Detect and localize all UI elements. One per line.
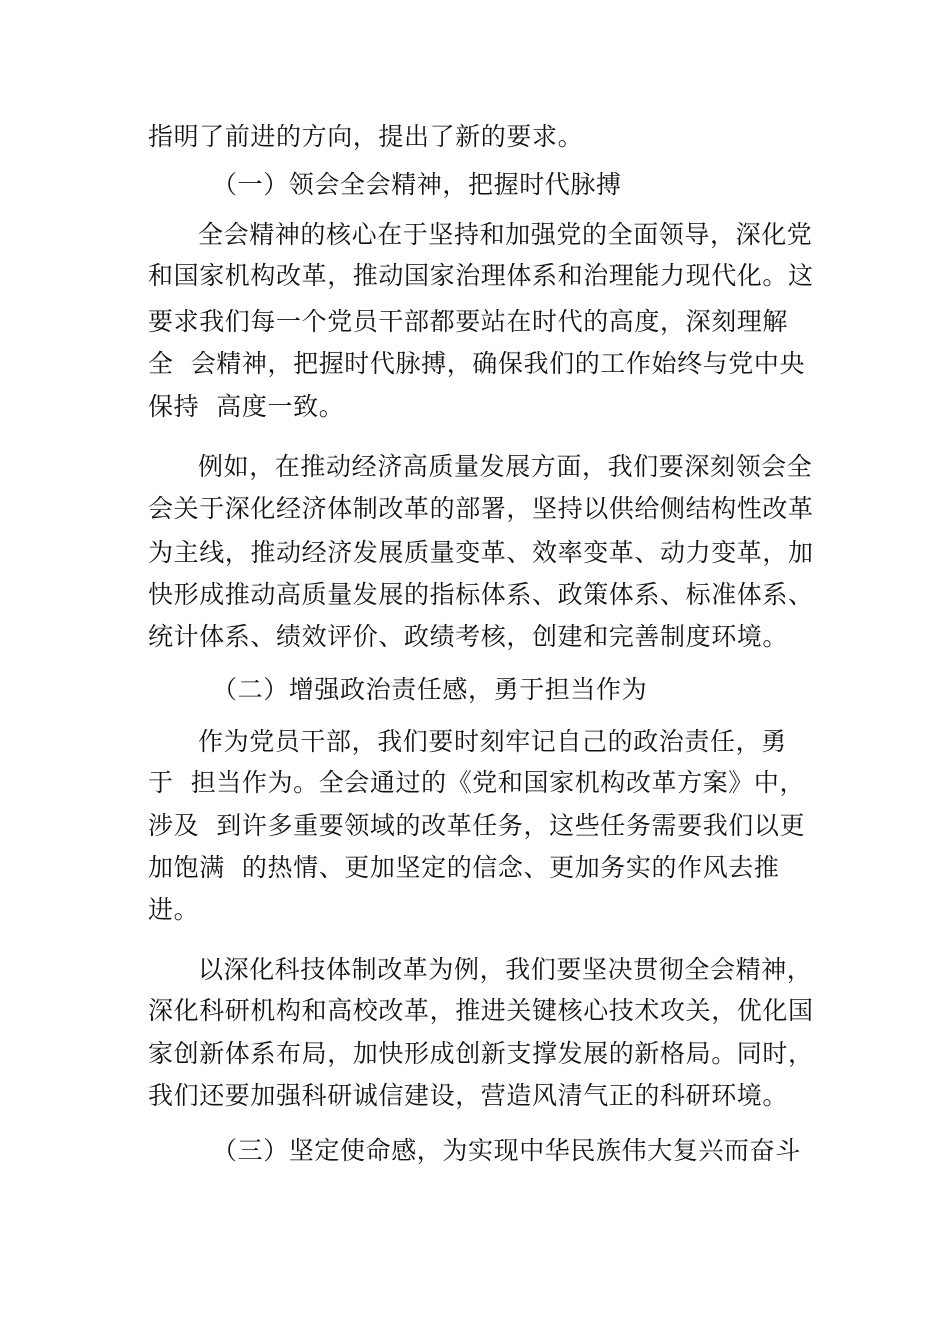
text-line: 加饱满 的热情、更加坚定的信念、更加务实的作风去推 [148, 853, 780, 882]
text-line: 为主线，推动经济发展质量变革、效率变革、动力变革，加 [148, 538, 814, 567]
text-line: 保持 高度一致。 [148, 392, 345, 421]
text-line: 家创新体系布局，加快形成创新支撑发展的新格局。同时， [148, 1039, 814, 1068]
text-line: 和国家机构改革，推动国家治理体系和治理能力现代化。这 [148, 261, 814, 290]
text-line: 作为党员干部，我们要时刻牢记自己的政治责任，勇 [198, 727, 787, 756]
text-line: 全会精神的核心在于坚持和加强党的全面领导，深化党 [198, 220, 813, 249]
text-line: 例如，在推动经济高质量发展方面，我们要深刻领会全 [198, 452, 813, 481]
text-line: 深化科研机构和高校改革，推进关键核心技术攻关，优化国 [148, 996, 814, 1025]
text-line: 全 会精神，把握时代脉搏，确保我们的工作始终与党中央 [148, 349, 806, 378]
text-line: 要求我们每一个党员干部都要站在时代的高度，深刻理解 [148, 307, 789, 336]
text-line: 会关于深化经济体制改革的部署，坚持以供给侧结构性改革 [148, 494, 814, 523]
text-line: 快形成推动高质量发展的指标体系、政策体系、标准体系、 [148, 580, 814, 609]
text-line: 涉及 到许多重要领域的改革任务，这些任务需要我们以更 [148, 811, 806, 840]
text-line: 以深化科技体制改革为例，我们要坚决贯彻全会精神， [198, 955, 813, 984]
text-line: 进。 [148, 895, 200, 924]
section-heading-3: （三）坚定使命感，为实现中华民族伟大复兴而奋斗 [212, 1136, 801, 1165]
text-line: 统计体系、绩效评价、政绩考核，创建和完善制度环境。 [148, 622, 789, 651]
text-line: 我们还要加强科研诚信建设，营造风清气正的科研环境。 [148, 1081, 789, 1110]
text-line: 指明了前进的方向，提出了新的要求。 [148, 122, 584, 151]
section-heading-2: （二）增强政治责任感，勇于担当作为 [212, 675, 648, 704]
section-heading-1: （一）领会全会精神，把握时代脉搏 [212, 170, 622, 199]
text-line: 于 担当作为。全会通过的《党和国家机构改革方案》中， [148, 768, 806, 797]
